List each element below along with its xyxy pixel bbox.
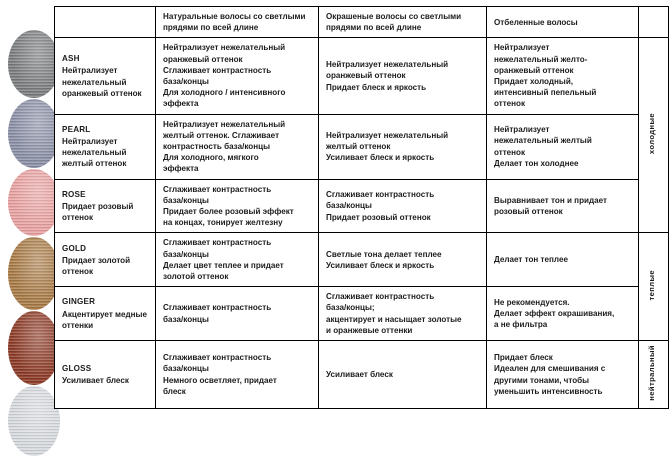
hair-swatch-ash xyxy=(8,30,60,98)
product-description: Придает розовый оттенок xyxy=(62,201,134,223)
temperature-band-1 xyxy=(639,233,669,341)
cell-line: оранжевый оттенок xyxy=(494,65,574,75)
header-row xyxy=(55,7,669,38)
cell-line: Усиливает блеск и яркость xyxy=(326,153,435,163)
swatch-sheen xyxy=(8,99,60,168)
cell-line: золотой оттенок xyxy=(163,272,229,282)
cell-line: акцентирует и насыщает золотые xyxy=(326,314,462,324)
cell-line: база/концы xyxy=(163,195,209,205)
temperature-band-label: холодные xyxy=(647,113,656,155)
cell-line: Нейтрализует нежелательный xyxy=(326,130,449,140)
swatch-sheen xyxy=(8,30,60,98)
cell-line: Сглаживает контрастность xyxy=(326,292,435,302)
cell-line: Сглаживает контрастность xyxy=(163,238,272,248)
header-cell-side xyxy=(639,7,669,38)
cell-line: база/концы xyxy=(163,249,209,259)
swatch-sheen xyxy=(8,169,60,236)
cell-line: Выравнивает тон и придает xyxy=(494,195,607,205)
cell-colored-rose xyxy=(319,179,487,233)
cell-line: Усиливает блеск и яркость xyxy=(326,260,435,270)
cell-line: интенсивный пепельный xyxy=(494,88,597,98)
cell-line: Усиливает блеск xyxy=(326,369,393,379)
toner-table xyxy=(54,6,669,409)
swatch-sheen xyxy=(8,386,60,456)
header-cell-blank xyxy=(55,7,156,38)
product-name: ROSE xyxy=(62,189,86,199)
cell-natural-ash xyxy=(156,38,319,114)
swatch-sheen xyxy=(8,237,60,310)
table-row xyxy=(55,114,669,179)
cell-line: нежелательный желтый xyxy=(494,136,592,146)
product-name: GINGER xyxy=(62,297,96,307)
cell-line: Нейтрализует нежелательный xyxy=(326,60,449,70)
cell-line: Придает более розовый эффект xyxy=(163,207,294,217)
swatch-column xyxy=(0,0,52,458)
cell-line: Придает блеск и яркость xyxy=(326,82,427,92)
cell-line: розовый оттенок xyxy=(494,207,563,217)
cell-line: Придает холодный, xyxy=(494,77,574,87)
cell-colored-pearl xyxy=(319,114,487,179)
product-description: Нейтрализует нежелательный оранжевый оттенок xyxy=(62,66,142,98)
cell-natural-ginger xyxy=(156,287,319,341)
hair-swatch-gloss xyxy=(8,386,60,456)
cell-colored-gold xyxy=(319,233,487,287)
header-cell-bleached-hair: Отбеленные волосы xyxy=(487,7,639,38)
cell-line: Для холодного, мягкого xyxy=(163,153,259,163)
cell-natural-rose xyxy=(156,179,319,233)
cell-line: и оранжевые оттенки xyxy=(326,325,413,335)
temperature-band-0 xyxy=(639,38,669,233)
cell-line: блеск xyxy=(163,386,186,396)
cell-line: Делает эффект окрашивания, xyxy=(494,309,615,319)
cell-product-rose xyxy=(55,179,156,233)
cell-product-ginger xyxy=(55,287,156,341)
cell-line: Нейтрализует xyxy=(494,125,550,135)
cell-line: Нейтрализует нежелательный xyxy=(163,43,286,53)
cell-line: желтый оттенок. Сглаживает xyxy=(163,130,280,140)
product-description: Усиливает блеск xyxy=(62,376,129,386)
product-description: Придает золотой оттенок xyxy=(62,255,131,276)
cell-colored-gloss xyxy=(319,341,487,409)
cell-line: Идеален для смешивания с xyxy=(494,364,606,374)
cell-line: другими тонами, чтобы xyxy=(494,375,590,385)
cell-line: Для холодного / интенсивного xyxy=(163,88,286,98)
cell-line: база/концы xyxy=(326,201,372,211)
cell-line: Сглаживает контрастность xyxy=(326,190,435,200)
cell-line: Сглаживает контрастность xyxy=(163,65,272,75)
cell-line: контрастность база/концы xyxy=(163,142,270,152)
cell-line: Светлые тона делает теплее xyxy=(326,249,442,259)
temperature-band-label: теплые xyxy=(647,269,656,301)
cell-line: Немного осветляет, придает xyxy=(163,375,277,385)
table-row xyxy=(55,233,669,287)
product-name: GOLD xyxy=(62,243,87,253)
table-row xyxy=(55,38,669,114)
product-name: PEARL xyxy=(62,124,91,134)
header-cell-colored-hair: Окрашеные волосы со светлыми прядями по всей длине xyxy=(319,7,487,38)
table-row xyxy=(55,341,669,409)
cell-line: Придает розовый оттенок xyxy=(326,212,431,222)
cell-line: нежелательный желто- xyxy=(494,54,588,64)
cell-line: эффекта xyxy=(163,99,199,109)
cell-line: оранжевый оттенок xyxy=(163,54,243,64)
cell-line: Сглаживает контрастность xyxy=(163,184,272,194)
header-cell-natural-hair: Натуральные волосы со светлыми прядями по всей длине xyxy=(156,7,319,38)
cell-natural-pearl xyxy=(156,114,319,179)
cell-line: Сглаживает контрастность xyxy=(163,353,272,363)
cell-bleached-pearl xyxy=(487,114,639,179)
temperature-band-2 xyxy=(639,341,669,409)
cell-colored-ginger xyxy=(319,287,487,341)
cell-line: Сглаживает контрастность xyxy=(163,303,272,313)
cell-product-gloss xyxy=(55,341,156,409)
product-name: ASH xyxy=(62,54,80,64)
cell-colored-ash xyxy=(319,38,487,114)
cell-bleached-ash xyxy=(487,38,639,114)
cell-line: Делает тон холоднее xyxy=(494,158,579,168)
cell-line: Придает блеск xyxy=(494,353,553,363)
table-header xyxy=(55,7,669,38)
cell-product-ash xyxy=(55,38,156,114)
product-name: GLOSS xyxy=(62,363,92,373)
cell-line: база/концы; xyxy=(326,303,375,313)
cell-line: уменьшить интенсивность xyxy=(494,386,603,396)
cell-bleached-gloss xyxy=(487,341,639,409)
cell-line: база/концы xyxy=(163,314,209,324)
cell-natural-gloss xyxy=(156,341,319,409)
cell-bleached-ginger xyxy=(487,287,639,341)
hair-swatch-gold xyxy=(8,237,60,310)
cell-line: оттенок xyxy=(494,147,526,157)
table-row xyxy=(55,179,669,233)
cell-product-gold xyxy=(55,233,156,287)
swatch-sheen xyxy=(8,311,60,385)
cell-product-pearl xyxy=(55,114,156,179)
cell-line: база/концы xyxy=(163,77,209,87)
cell-line: Делает тон теплее xyxy=(494,255,568,265)
product-description: Нейтрализует нежелательный желтый оттенок xyxy=(62,136,127,169)
cell-natural-gold xyxy=(156,233,319,287)
table-row xyxy=(55,287,669,341)
cell-line: оттенок xyxy=(494,99,526,109)
product-description: Акцентирует медные оттенки xyxy=(62,309,147,330)
cell-bleached-gold xyxy=(487,233,639,287)
cell-line: эффекта xyxy=(163,164,199,174)
cell-line: желтый оттенок xyxy=(326,142,391,152)
cell-bleached-rose xyxy=(487,179,639,233)
cell-line: база/концы xyxy=(163,364,209,374)
hair-swatch-pearl xyxy=(8,99,60,168)
hair-swatch-rose xyxy=(8,169,60,236)
hair-swatch-ginger xyxy=(8,311,60,385)
cell-line: Нейтрализует xyxy=(494,43,550,53)
temperature-band-label: нейтральный xyxy=(647,345,656,401)
cell-line: оранжевый оттенок xyxy=(326,71,406,81)
cell-line: на концах, тонирует желтезну xyxy=(163,218,283,228)
table-body xyxy=(55,38,669,409)
cell-line: Не рекомендуется. xyxy=(494,297,570,307)
cell-line: Делает цвет теплее и придает xyxy=(163,260,284,270)
cell-line: Нейтрализует нежелательный xyxy=(163,119,286,129)
cell-line: а не фильтра xyxy=(494,320,548,330)
